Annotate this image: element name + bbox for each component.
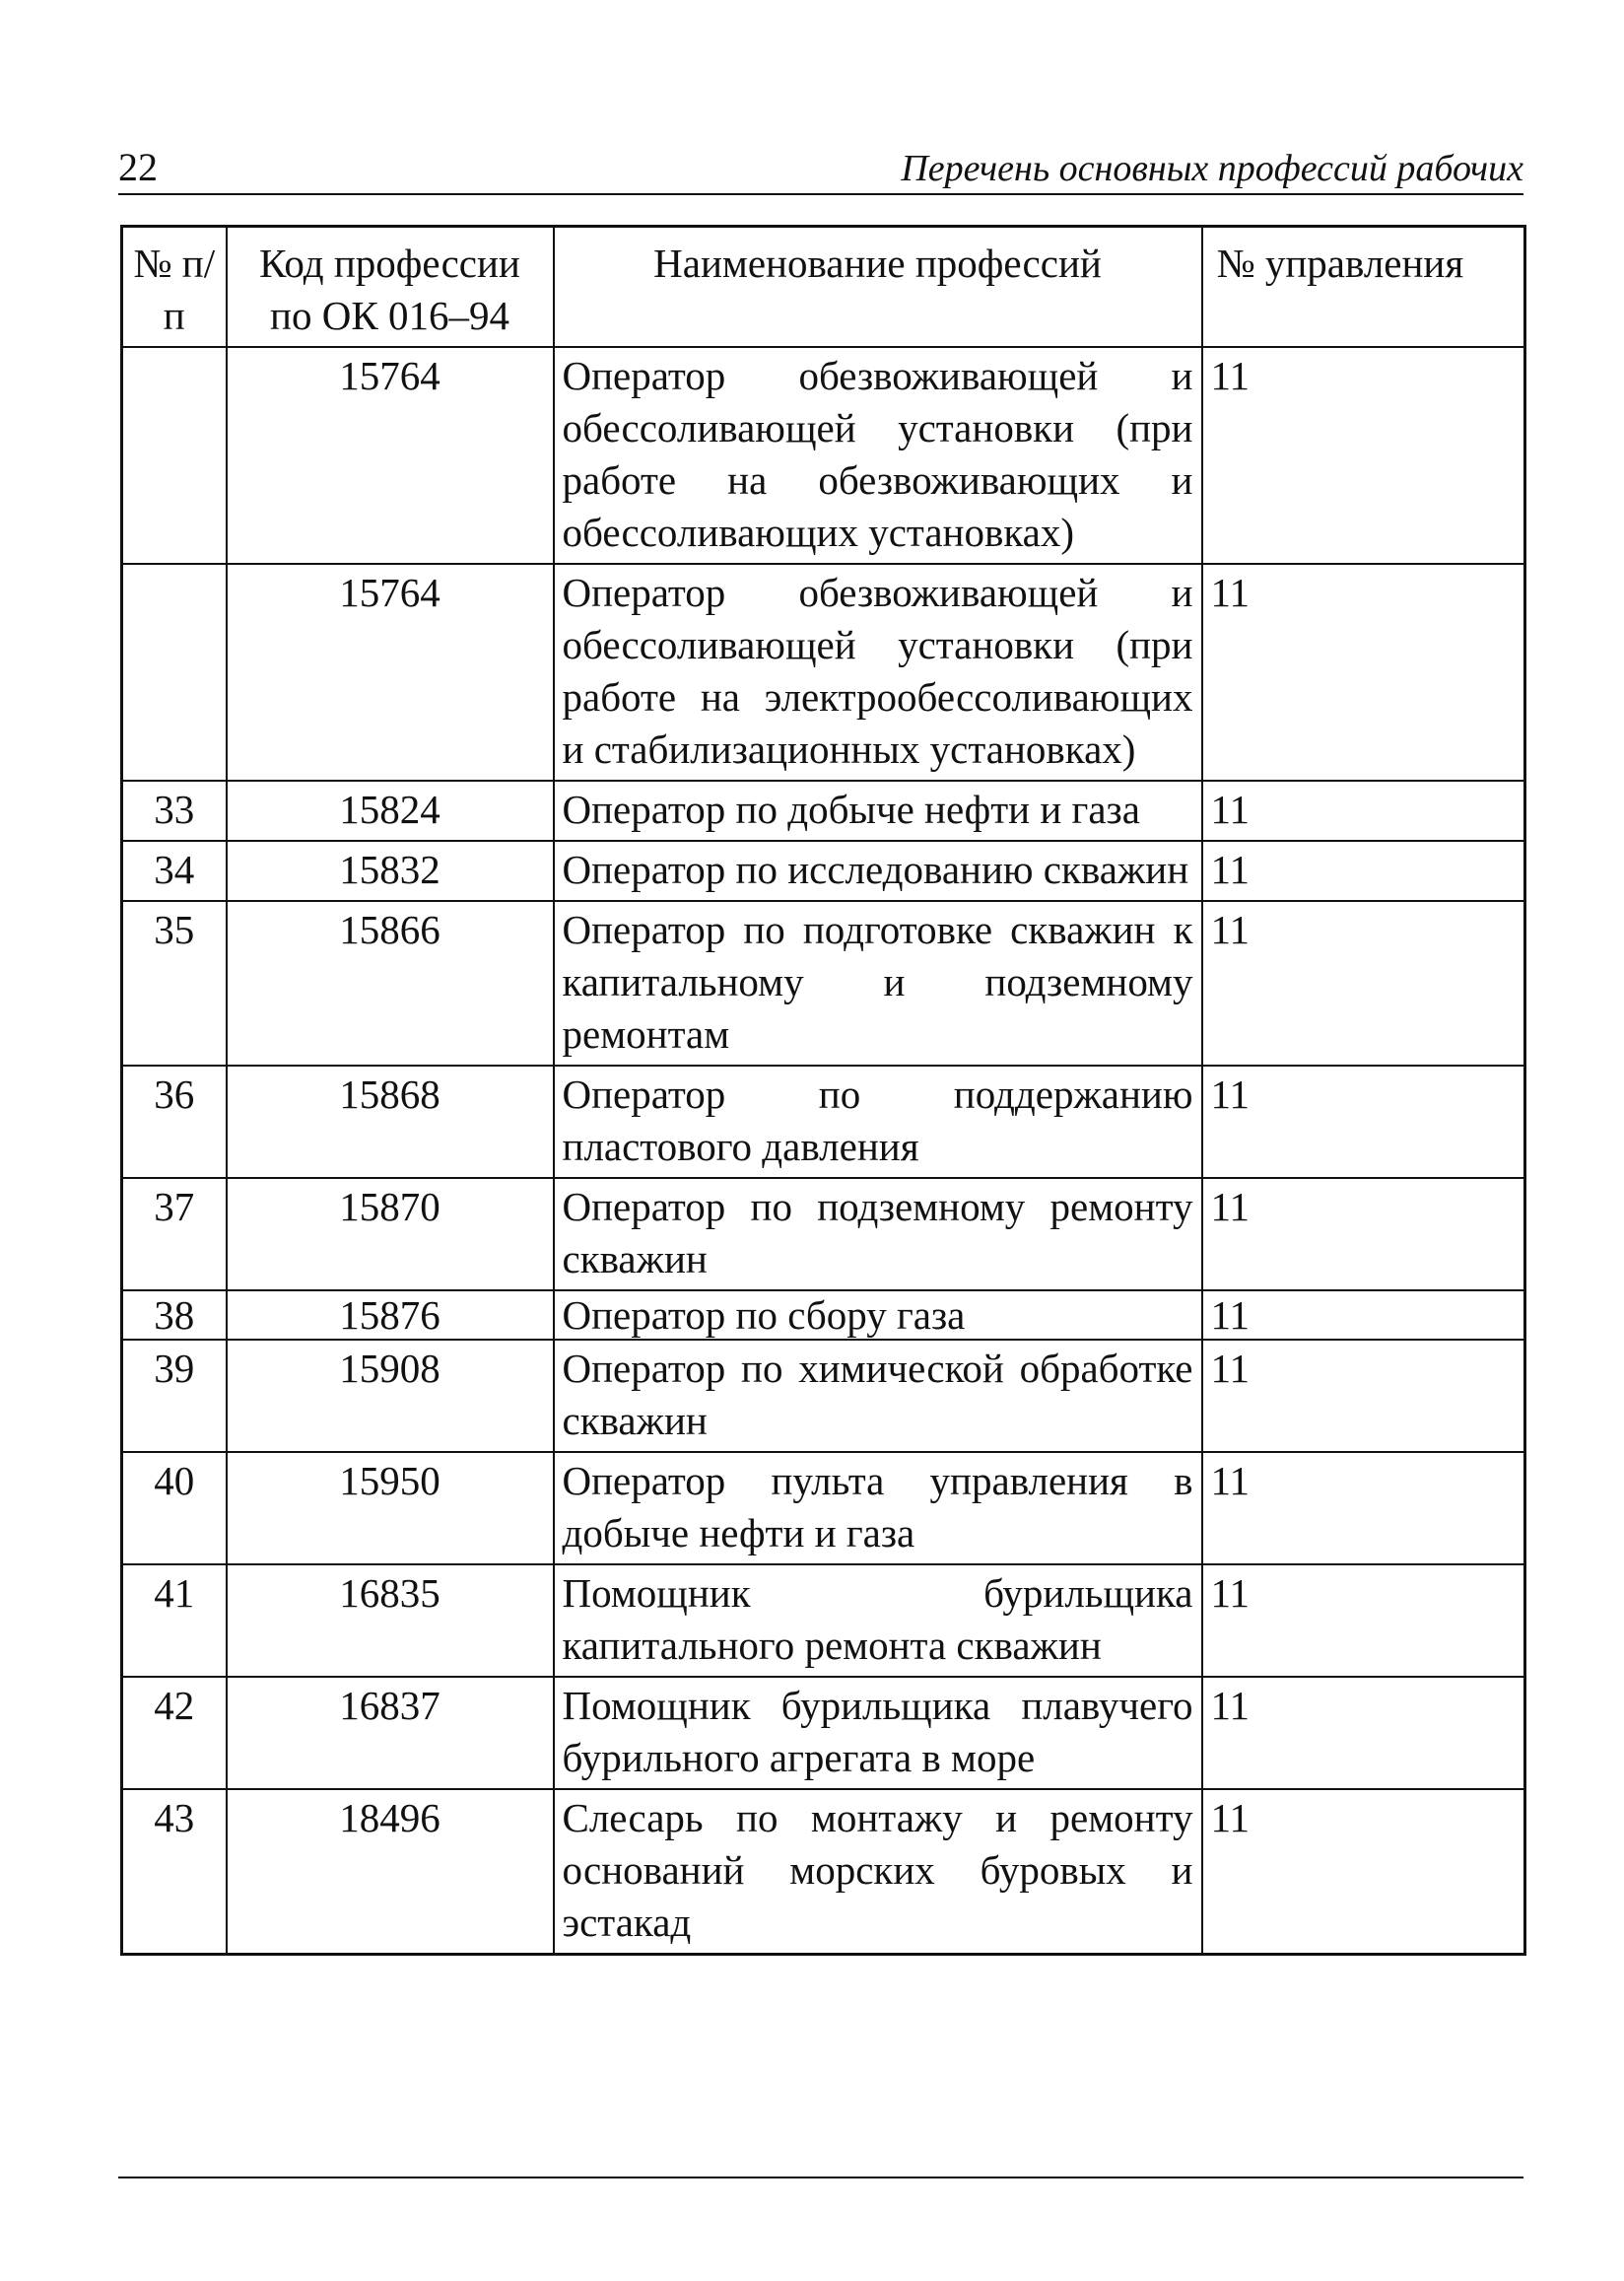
profession-name: Оператор пульта управления в добыче нефти и газа: [554, 1452, 1202, 1564]
department-number: 11: [1202, 781, 1525, 841]
table-row: [122, 1290, 1525, 1340]
profession-name: Помощник бурильщика плавучего бурильного агрегата в море: [554, 1677, 1202, 1789]
running-title: Перечень основных профессий рабочих: [901, 148, 1523, 189]
page-number: 22: [118, 145, 158, 189]
profession-code: 15764: [227, 564, 554, 781]
table-row: [122, 1452, 1525, 1564]
department-number: 11: [1202, 901, 1525, 1066]
profession-name: Оператор по добыче нефти и газа: [554, 781, 1202, 841]
profession-name: Слесарь по монтажу и ремонту оснований морских буровых и эстакад: [554, 1789, 1202, 1955]
row-number: 36: [122, 1066, 227, 1178]
department-number: 11: [1202, 1452, 1525, 1564]
table-row: [122, 564, 1525, 781]
profession-name: Оператор по исследованию скважин: [554, 841, 1202, 901]
profession-name: Оператор по химической обработке скважин: [554, 1340, 1202, 1452]
profession-code: 15876: [227, 1290, 554, 1340]
department-number: 11: [1202, 1564, 1525, 1677]
department-number: 11: [1202, 841, 1525, 901]
row-number: [122, 564, 227, 781]
profession-code: 15908: [227, 1340, 554, 1452]
profession-name: Оператор по сбору газа: [554, 1290, 1202, 1340]
table-row: [122, 1066, 1525, 1178]
row-number: 40: [122, 1452, 227, 1564]
column-header-name: Наименование профессий: [554, 227, 1202, 348]
profession-name: Помощник бурильщика капитального ремонта скважин: [554, 1564, 1202, 1677]
department-number: 11: [1202, 1789, 1525, 1955]
table-row: [122, 1564, 1525, 1677]
department-number: 11: [1202, 347, 1525, 564]
department-number: 11: [1202, 1066, 1525, 1178]
profession-name: Оператор по поддержанию пластового давления: [554, 1066, 1202, 1178]
profession-name: Оператор обезвоживающей и обессоливающей установки (при работе на электрообессоливающих и стабилизационных установках): [554, 564, 1202, 781]
profession-code: 15870: [227, 1178, 554, 1290]
table-row: [122, 781, 1525, 841]
footer-divider: [118, 2177, 1523, 2178]
row-number: 34: [122, 841, 227, 901]
department-number: 11: [1202, 1340, 1525, 1452]
row-number: [122, 347, 227, 564]
profession-code: 15866: [227, 901, 554, 1066]
department-number: 11: [1202, 564, 1525, 781]
row-number: 37: [122, 1178, 227, 1290]
table-row: [122, 1340, 1525, 1452]
table-row: [122, 1178, 1525, 1290]
profession-code: 16835: [227, 1564, 554, 1677]
row-number: 35: [122, 901, 227, 1066]
professions-table: [120, 225, 1526, 1956]
row-number: 42: [122, 1677, 227, 1789]
profession-name: Оператор по подготовке скважин к капитальному и подземному ремонтам: [554, 901, 1202, 1066]
table-row: [122, 901, 1525, 1066]
profession-code: 16837: [227, 1677, 554, 1789]
column-header-num: № п/п: [122, 227, 227, 348]
table-row: [122, 1789, 1525, 1955]
department-number: 11: [1202, 1178, 1525, 1290]
row-number: 39: [122, 1340, 227, 1452]
page-header: [118, 138, 1523, 195]
profession-code: 15764: [227, 347, 554, 564]
profession-name: Оператор обезвоживающей и обессоливающей установки (при работе на обезвоживающих и обессоливающих установках): [554, 347, 1202, 564]
column-header-dept: № управления: [1202, 227, 1525, 348]
department-number: 11: [1202, 1677, 1525, 1789]
profession-code: 15832: [227, 841, 554, 901]
table-header-row: [122, 227, 1525, 348]
profession-name: Оператор по подземному ремонту скважин: [554, 1178, 1202, 1290]
profession-code: 18496: [227, 1789, 554, 1955]
column-header-code: Код профессии по ОК 016–94: [227, 227, 554, 348]
row-number: 43: [122, 1789, 227, 1955]
profession-code: 15950: [227, 1452, 554, 1564]
department-number: 11: [1202, 1290, 1525, 1340]
table-row: [122, 841, 1525, 901]
table-row: [122, 347, 1525, 564]
profession-code: 15824: [227, 781, 554, 841]
table-row: [122, 1677, 1525, 1789]
profession-code: 15868: [227, 1066, 554, 1178]
row-number: 38: [122, 1290, 227, 1340]
row-number: 41: [122, 1564, 227, 1677]
row-number: 33: [122, 781, 227, 841]
